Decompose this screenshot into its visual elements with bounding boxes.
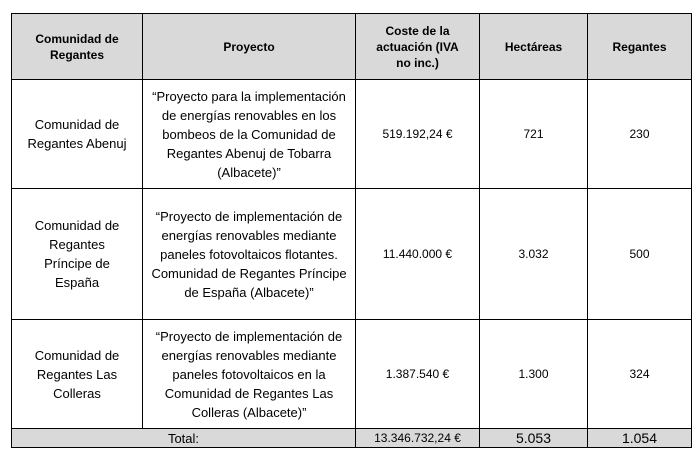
- cell-proyecto: “Proyecto de implementación de energías renovables mediante paneles fotovoltaicos flotantes. Comunidad de Regantes Príncipe de España (Albacete)”: [143, 189, 356, 320]
- cell-proyecto: “Proyecto para la implementación de energías renovables en los bombeos de la Comunidad de Regantes Abenuj de Tobarra (Albacete)”: [143, 80, 356, 189]
- header-row: [12, 14, 692, 80]
- cell-hectareas: 721: [480, 80, 588, 189]
- cell-comunidad: Comunidad de Regantes Abenuj: [12, 80, 143, 189]
- header-proyecto: Proyecto: [143, 14, 356, 80]
- cell-hectareas: 1.300: [480, 320, 588, 429]
- header-coste: Coste de la actuación (IVA no inc.): [356, 14, 480, 80]
- cell-comunidad: Comunidad de Regantes Las Colleras: [12, 320, 143, 429]
- table-row: [12, 80, 692, 189]
- cell-regantes: 500: [588, 189, 692, 320]
- table-row: [12, 320, 692, 429]
- cell-regantes: 230: [588, 80, 692, 189]
- cell-coste: 1.387.540 €: [356, 320, 480, 429]
- header-comunidad: Comunidad de Regantes: [12, 14, 143, 80]
- header-hectareas: Hectáreas: [480, 14, 588, 80]
- irrigation-projects-table: [11, 13, 692, 448]
- total-row: [12, 429, 692, 448]
- table-row: [12, 189, 692, 320]
- total-label: Total:: [12, 429, 356, 448]
- cell-coste: 519.192,24 €: [356, 80, 480, 189]
- total-hectareas: 5.053: [480, 429, 588, 448]
- cell-coste: 11.440.000 €: [356, 189, 480, 320]
- total-coste: 13.346.732,24 €: [356, 429, 480, 448]
- cell-hectareas: 3.032: [480, 189, 588, 320]
- header-regantes: Regantes: [588, 14, 692, 80]
- total-regantes: 1.054: [588, 429, 692, 448]
- cell-proyecto: “Proyecto de implementación de energías renovables mediante paneles fotovoltaicos en la Comunidad de Regantes Las Colleras (Albacete)”: [143, 320, 356, 429]
- cell-regantes: 324: [588, 320, 692, 429]
- cell-comunidad: Comunidad de Regantes Príncipe de España: [12, 189, 143, 320]
